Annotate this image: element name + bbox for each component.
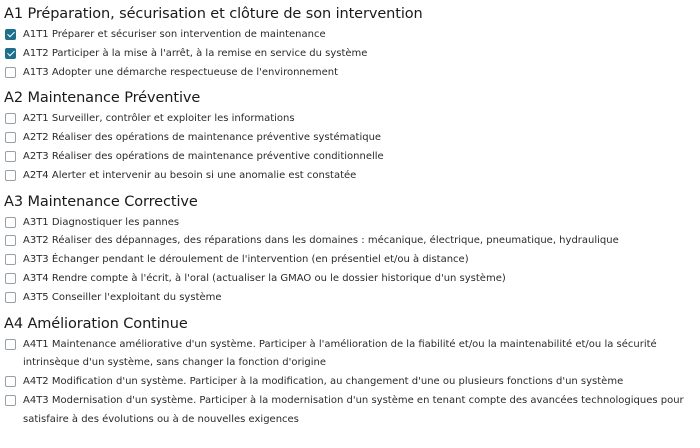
section-title: A3 Maintenance Corrective (4, 193, 198, 210)
section-4 (4, 314, 700, 430)
checkbox[interactable] (5, 395, 16, 406)
checklist-item-label: A3T5 Conseiller l'exploitant du système (23, 291, 222, 303)
checkbox[interactable] (5, 235, 16, 246)
checklist-item[interactable] (4, 148, 700, 167)
checklist-item-label: A1T2 Participer à la mise à l'arrêt, à la remise en service du système (23, 47, 368, 59)
checklist-item[interactable] (4, 270, 700, 289)
checkbox[interactable] (5, 254, 16, 265)
checkbox[interactable] (5, 151, 16, 162)
checklist-item[interactable] (4, 392, 700, 430)
checklist-item-label: A2T2 Réaliser des opérations de maintenance préventive systématique (23, 132, 382, 144)
checklist-item-label: A4T1 Maintenance améliorative d'un système. Participer à l'amélioration de la fiabilité et/ou la maintenabilité et/ou la sécurité intrinsèque d'un système, sans changer la fonction d'origine (23, 338, 657, 369)
checklist-item-label: A2T3 Réaliser des opérations de maintenance préventive conditionnelle (23, 150, 384, 162)
checklist-item[interactable] (4, 336, 700, 374)
checklist-item-label: A3T3 Échanger pendant le déroulement de l'intervention (en présentiel et/ou à distance) (23, 254, 469, 266)
checklist-item[interactable] (4, 110, 700, 129)
checklist-item[interactable] (4, 129, 700, 148)
checklist-item-label: A4T2 Modification d'un système. Participer à la modification, au changement d'une ou plusieurs fonctions d'un système (23, 376, 624, 388)
section-1 (4, 4, 700, 82)
checkbox[interactable] (5, 170, 16, 181)
checklist-item-label: A3T4 Rendre compte à l'écrit, à l'oral (actualiser la GMAO ou le dossier historique d'un système) (23, 272, 506, 284)
section-title: A2 Maintenance Préventive (4, 90, 201, 107)
section-2 (4, 88, 700, 185)
checklist-item[interactable] (4, 251, 700, 270)
checkbox-checked[interactable] (5, 48, 16, 59)
checkbox[interactable] (5, 376, 16, 387)
section-3 (4, 192, 700, 308)
checklist-item[interactable] (4, 45, 700, 64)
checklist-item-label: A1T3 Adopter une démarche respectueuse de l'environnement (23, 66, 339, 78)
checklist-item[interactable] (4, 167, 700, 186)
checkbox[interactable] (5, 339, 16, 350)
checkbox[interactable] (5, 273, 16, 284)
checklist-item-label: A3T1 Diagnostiquer les pannes (23, 216, 180, 228)
checkbox[interactable] (5, 113, 16, 124)
checklist-item-label: A4T3 Modernisation d'un système. Participer à la modernisation d'un système en tenant compte des avancées technologiques pour satisfaire à des évolutions ou à de nouvelles exigences (23, 394, 684, 425)
checklist-item[interactable] (4, 214, 700, 233)
checklist-item[interactable] (4, 64, 700, 83)
checkbox[interactable] (5, 67, 16, 78)
checkbox-checked[interactable] (5, 29, 16, 40)
checklist-item[interactable] (4, 26, 700, 45)
section-title: A1 Préparation, sécurisation et clôture de son intervention (4, 6, 423, 22)
checklist-item[interactable] (4, 289, 700, 308)
checklist-item[interactable] (4, 232, 700, 251)
checklist-item[interactable] (4, 373, 700, 392)
checklist-item-label: A2T4 Alerter et intervenir au besoin si une anomalie est constatée (23, 169, 357, 181)
checkbox[interactable] (5, 217, 16, 228)
checklist-item-label: A3T2 Réaliser des dépannages, des réparations dans les domaines : mécanique, électrique, pneumatique, hydraulique (23, 235, 619, 247)
section-title: A4 Amélioration Continue (4, 315, 188, 332)
checkbox[interactable] (5, 132, 16, 143)
checklist-item-label: A1T1 Préparer et sécuriser son intervention de maintenance (23, 29, 326, 40)
checkbox[interactable] (5, 292, 16, 303)
checklist-item-label: A2T1 Surveiller, contrôler et exploiter les informations (23, 113, 295, 125)
